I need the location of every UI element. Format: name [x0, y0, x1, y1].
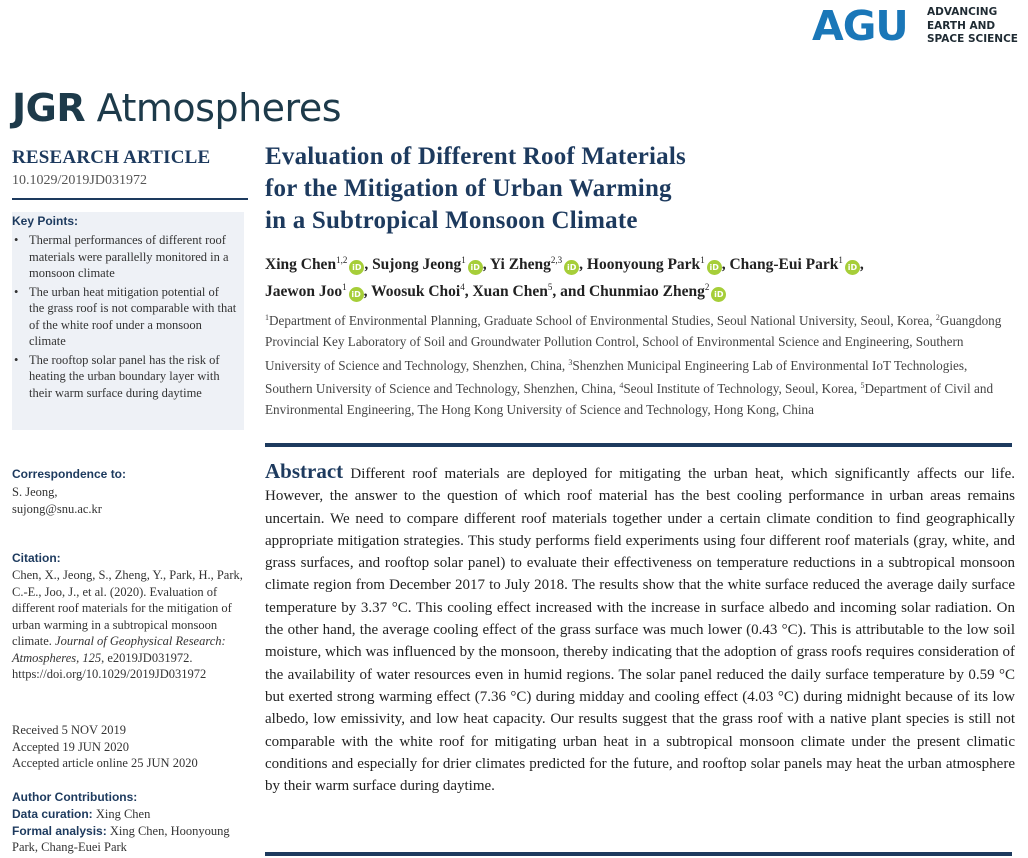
author-separator: , [579, 256, 587, 273]
journal-title-bold: JGR [12, 86, 86, 130]
author-affiliation-sup: 2,3 [550, 255, 563, 265]
author-affiliation-sup: 1 [700, 255, 705, 265]
contribution-label: Data curation: [12, 807, 93, 821]
correspondence-heading: Correspondence to: [12, 467, 127, 481]
affiliation-text: Shenzhen Municipal Engineering Lab of Environmental IoT Technologies, Southern University of Science and Technology, Shenzhen, China, [265, 357, 968, 397]
article-dates [12, 722, 244, 772]
author-affiliation-sup: 2 [704, 282, 710, 292]
abstract [265, 460, 1015, 797]
author-name[interactable]: Woosuk Choi [371, 283, 461, 300]
affiliation-text: Guangdong Provincial Key Laboratory of Soil and Groundwater Pollution Control, School of Environmental Science and Engineering, Southern University of Science and Technology, Shenzhen, China, [265, 313, 1002, 373]
author-separator: , [363, 283, 372, 300]
key-point-item: • Thermal performances of different roof materials were parallelly monitored in a monsoon climate [12, 232, 237, 282]
orcid-icon[interactable]: iD [711, 287, 726, 302]
author-separator: , [859, 256, 864, 273]
author-separator: , [364, 256, 373, 273]
author-separator: , [482, 256, 490, 273]
affiliation-sup: 3 [568, 357, 573, 367]
author-affiliation-sup: 1 [342, 282, 347, 292]
author-affiliation-sup: 1 [838, 255, 843, 265]
citation-heading: Citation: [12, 551, 61, 565]
abstract-divider [265, 852, 1012, 856]
journal-title-rest: Atmospheres [85, 86, 342, 130]
orcid-icon[interactable]: iD [707, 260, 722, 275]
contribution-label: Formal analysis: [12, 823, 107, 838]
orcid-icon[interactable]: iD [468, 260, 483, 275]
key-points-box [12, 212, 244, 430]
contribution-value: Xing Chen [92, 807, 151, 821]
abstract-text: Different roof materials are deployed for mitigating the urban heat, which significantly affects our life. However, the answer to the question of which roof material has the best cooling performance in urban areas remains uncertain. We need to compare different roof materials together under a certain climate condition to find geographically appropriate mitigation strategies. This study performs field experiments using four different roof materials (gray, white, and grass surfaces, and rooftop solar panel) to evaluate their effectiveness on temperature reductions in a subtropical monsoon climate region from December 2017 to July 2018. The results show that the white surface reduced the average daily surface temperature by 3.37 °C. This cooling effect increased with the increase in surface albedo and incoming solar radiation. On the other hand, the average cooling effect of the grass surface was much lower (0.43 °C). This is attributable to the low soil moisture, which was influenced by the monsoon, thereby indicating that the adoption of grass roofs requires consideration of the availability of water resources even in humid regions. The solar panel reduced the daily surface temperature by 0.59 °C but exerted strong warming effect (7.36 °C) during midday and cooling effect (4.03 °C) during midnight because of its low albedo, low emissivity, and low heat capacity. Our results suggest that the grass roof with a native plant species is still not comparable with the white roof for mitigating urban heat in a subtropical monsoon climate under the present climatic conditions and especially for drier climates predicted for the future, and rooftop solar panels may heat the urban atmosphere by their warm surface during daytime. [265, 466, 1015, 795]
author-affiliation-sup: 1 [461, 255, 466, 265]
key-points-list [12, 232, 237, 403]
affiliation-text: Department of Environmental Planning, Graduate School of Environmental Studies, Seoul National University, Seoul, Korea, [269, 313, 936, 328]
author-name[interactable]: Jaewon Joo [265, 283, 343, 300]
agu-tagline [927, 6, 1018, 47]
author-affiliation-sup: 1,2 [336, 255, 348, 265]
paper-title-line: Evaluation of Different Roof Materials [265, 143, 686, 170]
author-separator: , [464, 283, 473, 300]
author-name[interactable]: Xing Chen [265, 256, 337, 273]
affiliations [265, 308, 1015, 421]
key-point-item: • The urban heat mitigation potential of the grass roof is not comparable with that of the white roof under a monsoon climate [12, 284, 237, 350]
author-separator: , and [552, 283, 589, 300]
author-name[interactable]: Chunmiao Zheng [588, 283, 705, 300]
received-date: Received 5 NOV 2019 [12, 723, 126, 737]
agu-tagline-line: EARTH AND [927, 19, 996, 32]
author-name[interactable]: Xuan Chen [472, 283, 548, 300]
author-affiliation-sup: 5 [547, 282, 553, 292]
orcid-icon[interactable]: iD [349, 260, 364, 275]
correspondence-block [12, 484, 242, 517]
affiliation-sup: 4 [619, 381, 624, 391]
journal-title [12, 84, 341, 132]
paper-title-line: for the Mitigation of Urban Warming [265, 175, 672, 202]
orcid-icon[interactable]: iD [845, 260, 860, 275]
contribution-value: Xing Chen, Hoonyoung Park, Chang-Euei Park [12, 823, 230, 854]
affiliation-text: Seoul Institute of Technology, Seoul, Korea, [623, 381, 861, 397]
author-list [265, 249, 1015, 303]
agu-tagline-line: ADVANCING [927, 6, 998, 18]
citation-journal: Journal of Geophysical Research: Atmospheres, 125 [12, 634, 226, 665]
accepted-date: Accepted 19 JUN 2020 [12, 739, 129, 754]
agu-logo[interactable] [812, 4, 1022, 48]
abstract-heading: Abstract [265, 459, 344, 483]
agu-logo-mark: AGU [812, 2, 908, 50]
author-name[interactable]: Sujong Jeong [372, 256, 462, 273]
author-name[interactable]: Hoonyoung Park [586, 256, 701, 273]
author-name[interactable]: Yi Zheng [489, 256, 551, 273]
citation-main: Chen, X., Jeong, S., Zheng, Y., Park, H., Park, C.-E., Joo, J., et al. (2020). Evaluation of different roof materials for the mitigation of urban warming in a subtropical monsoon climate. [12, 568, 243, 648]
key-points-heading: Key Points: [12, 214, 79, 228]
orcid-icon[interactable]: iD [349, 287, 364, 302]
contributions-text [12, 806, 244, 856]
author-affiliation-sup: 4 [460, 282, 465, 292]
key-point-item: • The rooftop solar panel has the risk of heating the urban boundary layer with their warm surface during daytime [12, 352, 237, 402]
paper-title-line: in a Subtropical Monsoon Climate [265, 207, 638, 234]
contributions-heading: Author Contributions: [12, 790, 138, 804]
article-doi[interactable]: 10.1029/2019JD031972 [12, 173, 147, 188]
author-separator: , [721, 256, 730, 273]
citation-end[interactable]: , e2019JD031972. https://doi.org/10.1029/2019JD031972 [12, 650, 207, 681]
author-name[interactable]: Chang-Eui Park [729, 256, 839, 273]
header-divider [265, 443, 1012, 447]
affiliation-text: Department of Civil and Environmental Engineering, The Hong Kong University of Science and Technology, Hong Kong, China [265, 381, 994, 418]
contribution-formal-analysis [12, 823, 244, 856]
affiliation-sup: 5 [860, 381, 865, 391]
affiliation-sup: 2 [935, 313, 940, 322]
agu-tagline-line: SPACE SCIENCE [927, 33, 1018, 45]
online-date: Accepted article online 25 JUN 2020 [12, 756, 198, 770]
paper-title [265, 141, 825, 237]
orcid-icon[interactable]: iD [564, 260, 579, 275]
citation-text [12, 567, 244, 683]
contribution-data-curation [12, 806, 244, 823]
correspondence-email[interactable]: sujong@snu.ac.kr [12, 501, 102, 516]
affiliation-sup: 1 [265, 313, 269, 322]
left-divider [12, 198, 248, 200]
article-type: RESEARCH ARTICLE [12, 147, 211, 168]
correspondence-name: S. Jeong, [12, 485, 58, 499]
